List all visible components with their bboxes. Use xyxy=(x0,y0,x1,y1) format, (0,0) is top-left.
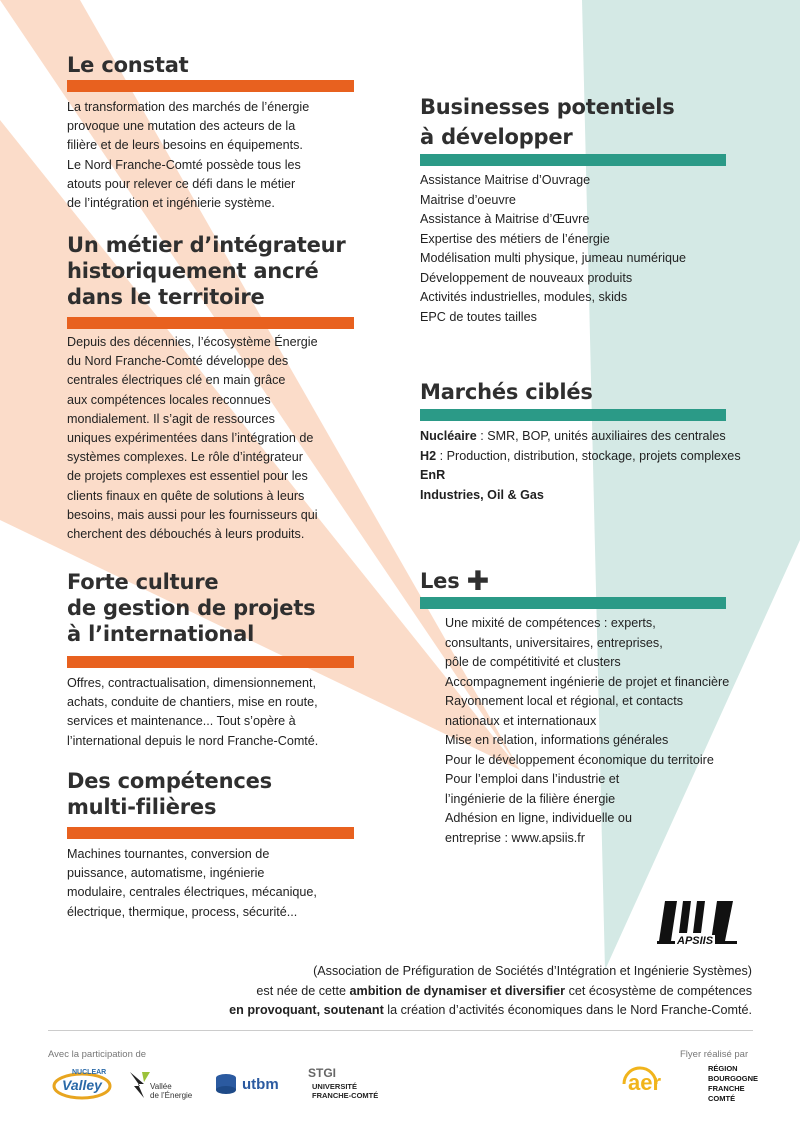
list-item: pôle de compétitivité et clusters xyxy=(445,655,621,669)
utbm-icon xyxy=(214,1072,238,1096)
culture-paragraph xyxy=(67,674,362,751)
association-line xyxy=(140,982,752,1002)
stgi-line: UNIVERSITÉ xyxy=(312,1082,358,1091)
association-line xyxy=(140,1001,752,1021)
competences-paragraph xyxy=(67,845,362,922)
text-emphasis: en provoquant, soutenant xyxy=(229,1003,384,1017)
market-label: Nucléaire xyxy=(420,429,477,443)
text-line: Le Nord Franche-Comté possède tous les xyxy=(67,157,301,172)
list-item: EPC de toutes tailles xyxy=(420,309,537,324)
list-item: Maitrise d’oeuvre xyxy=(420,192,516,207)
market-row xyxy=(420,447,780,467)
title-line: dans le territoire xyxy=(67,285,265,309)
title-line: historiquement ancré xyxy=(67,259,319,283)
association-text xyxy=(140,962,752,1021)
plus-icon: ✚ xyxy=(466,566,490,597)
list-item: Accompagnement ingénierie de projet et financière xyxy=(445,674,730,689)
list-item: Modélisation multi physique, jumeau numérique xyxy=(420,251,687,265)
list-item: nationaux et internationaux xyxy=(445,713,597,728)
region-text xyxy=(708,1064,758,1104)
text-line: clients finaux en quête de solutions à leurs xyxy=(67,488,305,503)
aer-text: aer xyxy=(628,1070,662,1095)
business-title xyxy=(420,92,675,152)
metier-title xyxy=(67,232,346,310)
text-line: besoins, mais aussi pour les fournisseurs qui xyxy=(67,507,318,522)
text-line: cherchent des débouchés à leurs produits. xyxy=(67,527,305,542)
metier-underline xyxy=(67,317,354,329)
list-item: Activités industrielles, modules, skids xyxy=(420,290,628,304)
marches-title: Marchés ciblés xyxy=(420,380,593,404)
text-line: filière et de leurs besoins en équipements. xyxy=(67,138,303,153)
apsiis-logo-mark xyxy=(653,897,753,957)
market-label: Industries, Oil & Gas xyxy=(420,487,544,502)
nuclear-valley-text: Valley xyxy=(62,1077,102,1093)
list-item: Expertise des métiers de l’énergie xyxy=(420,231,610,246)
market-detail: : Production, distribution, stockage, projets complexes xyxy=(436,448,741,463)
title-line: Businesses potentiels xyxy=(420,95,675,119)
plus-title-text: Les xyxy=(420,569,460,593)
plus-list xyxy=(445,614,765,848)
title-line: Forte culture xyxy=(67,570,219,594)
text-line: du Nord Franche-Comté développe des xyxy=(67,354,289,369)
list-item: Rayonnement local et régional, et contacts xyxy=(445,694,684,708)
text-line: systèmes complexes. Le rôle d’intégrateur xyxy=(67,450,303,465)
vallee-energie-logo xyxy=(128,1070,203,1104)
plus-underline xyxy=(420,597,726,609)
text-line: mondialement. Il s’agit de ressources xyxy=(67,411,275,426)
constat-underline xyxy=(67,80,354,92)
text-line: Depuis des décennies, l’écosystème Énergie xyxy=(67,335,318,349)
list-item: l’ingénierie de la filière énergie xyxy=(445,791,616,806)
text-line: de l’intégration et ingénierie système. xyxy=(67,196,275,211)
title-line: de gestion de projets xyxy=(67,596,316,620)
title-line: Des compétences xyxy=(67,769,272,793)
text-line: modulaire, centrales électriques, mécanique, xyxy=(67,885,317,900)
vallee-line: de l’Énergie xyxy=(150,1091,193,1100)
text-line: achats, conduite de chantiers, mise en route, xyxy=(67,695,318,710)
utbm-text: utbm xyxy=(242,1075,279,1093)
plus-title xyxy=(420,568,489,595)
competences-title xyxy=(67,768,272,820)
market-row xyxy=(420,427,780,447)
list-item: Une mixité de compétences : experts, xyxy=(445,616,656,630)
text-line: uniques expérimentées dans l’intégration de xyxy=(67,431,314,446)
constat-title: Le constat xyxy=(67,53,189,77)
flyer-caption: Flyer réalisé par xyxy=(680,1049,749,1060)
participation-caption: Avec la participation de xyxy=(48,1049,147,1060)
region-line: FRANCHE xyxy=(708,1084,745,1093)
list-item: Pour l’emploi dans l’industrie et xyxy=(445,772,620,786)
constat-paragraph xyxy=(67,98,357,213)
text-line: puissance, automatisme, ingénierie xyxy=(67,866,265,881)
list-item: Mise en relation, informations générales xyxy=(445,733,669,747)
text-line: provoque une mutation des acteurs de la xyxy=(67,119,296,134)
apsiis-logo xyxy=(653,897,753,957)
text-line: de projets complexes est essentiel pour les xyxy=(67,469,308,484)
aer-logo xyxy=(620,1064,690,1102)
list-item: Assistance à Maitrise d’Œuvre xyxy=(420,212,590,226)
text-line: aux compétences locales reconnues xyxy=(67,392,271,407)
market-detail: : SMR, BOP, unités auxiliaires des centrales xyxy=(476,429,726,443)
stgi-university xyxy=(312,1082,378,1100)
stgi-line: FRANCHE-COMTÉ xyxy=(312,1091,379,1100)
marches-underline xyxy=(420,409,726,421)
culture-title xyxy=(67,569,315,647)
region-line: RÉGION xyxy=(708,1064,738,1073)
region-line: COMTÉ xyxy=(708,1094,736,1103)
list-item: Développement de nouveaux produits xyxy=(420,270,633,285)
text-span: cet écosystème de compétences xyxy=(565,983,752,998)
market-label: EnR xyxy=(420,468,446,482)
title-line: multi-filières xyxy=(67,795,217,819)
business-list xyxy=(420,171,740,327)
vallee-energie-text xyxy=(150,1082,192,1100)
apsiis-logo-text: APSIIS xyxy=(677,935,714,947)
market-row xyxy=(420,486,780,506)
list-item: entreprise : www.apsiis.fr xyxy=(445,830,585,845)
vallee-energie-icon xyxy=(128,1070,152,1100)
text-line: Offres, contractualisation, dimensionnement, xyxy=(67,676,316,690)
business-underline xyxy=(420,154,726,166)
text-line: électrique, thermique, process, sécurité... xyxy=(67,904,298,919)
market-label: H2 xyxy=(420,448,437,463)
title-line: à développer xyxy=(420,125,573,149)
marches-list xyxy=(420,427,780,505)
text-span: la création d’activités économiques dans le Nord Franche-Comté. xyxy=(383,1003,752,1017)
association-line: (Association de Préfiguration de Sociétés d’Intégration et Ingénierie Systèmes) xyxy=(313,964,752,978)
competences-underline xyxy=(67,827,354,839)
text-line: atouts pour relever ce défi dans le métier xyxy=(67,176,296,191)
culture-underline xyxy=(67,656,354,668)
market-row xyxy=(420,466,780,486)
text-line: services et maintenance... Tout s’opère à xyxy=(67,714,296,729)
utbm-logo xyxy=(214,1072,279,1096)
text-line: centrales électriques clé en main grâce xyxy=(67,373,286,388)
text-emphasis: ambition de dynamiser et diversifier xyxy=(349,983,566,998)
nuclear-valley-top: NUCLEAR xyxy=(72,1069,107,1076)
text-line: Machines tournantes, conversion de xyxy=(67,847,270,861)
footer-divider xyxy=(48,1030,753,1031)
list-item: Pour le développement économique du territoire xyxy=(445,752,714,767)
stgi-text: STGI xyxy=(308,1066,337,1080)
list-item: Adhésion en ligne, individuelle ou xyxy=(445,811,632,825)
list-item: consultants, universitaires, entreprises, xyxy=(445,635,663,650)
text-line: l’international depuis le nord Franche-Comté. xyxy=(67,733,319,748)
list-item: Assistance Maitrise d’Ouvrage xyxy=(420,173,591,187)
nuclear-valley-logo xyxy=(50,1066,120,1102)
region-logo xyxy=(708,1064,763,1108)
region-line: BOURGOGNE xyxy=(708,1074,759,1083)
metier-paragraph xyxy=(67,333,362,544)
text-line: La transformation des marchés de l’énergie xyxy=(67,100,310,114)
text-span: est née de cette xyxy=(256,983,350,998)
stgi-logo xyxy=(300,1066,380,1106)
title-line: Un métier d’intégrateur xyxy=(67,233,346,257)
title-line: à l’international xyxy=(67,622,255,646)
vallee-line: Vallée xyxy=(150,1082,172,1091)
